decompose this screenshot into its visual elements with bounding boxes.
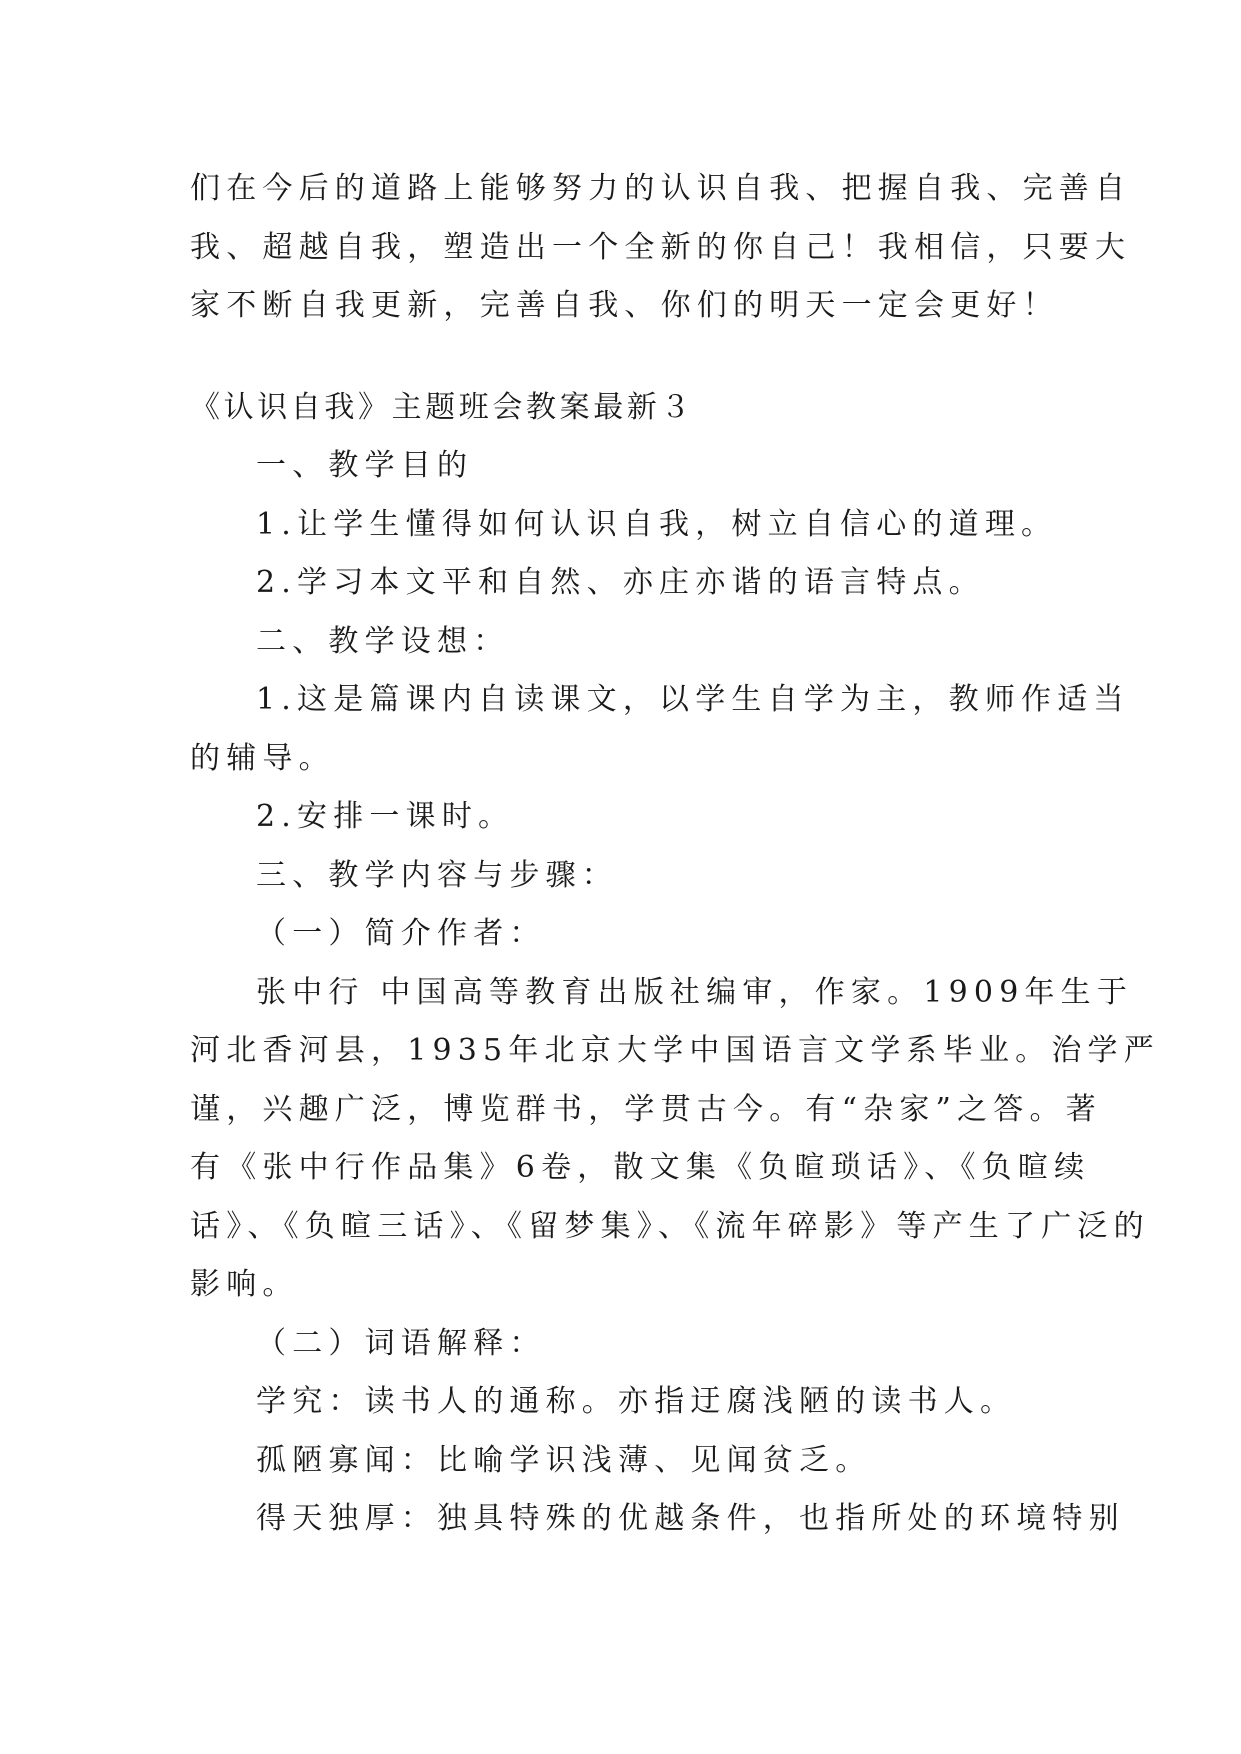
author-line-6: 影响。	[190, 1267, 299, 1302]
heading-teaching-goals: 一、教学目的	[256, 448, 474, 483]
goal-item-2: 2.学习本文平和自然、亦庄亦谐的语言特点。	[256, 565, 985, 600]
author-line-2: 河北香河县，1935年北京大学中国语言文学系毕业。治学严	[190, 1033, 1160, 1068]
plan-item-1-line-2: 的辅导。	[190, 740, 335, 776]
vocab-item-2: 孤陋寡闻：比喻学识浅薄、见闻贫乏。	[256, 1442, 872, 1478]
goal-item-1: 1.让学生懂得如何认识自我，树立自信心的道理。	[256, 506, 1058, 542]
heading-teaching-plan: 二、教学设想：	[256, 623, 510, 659]
plan-item-1-line-1: 1.这是篇课内自读课文，以学生自学为主，教师作适当	[256, 682, 1130, 717]
author-line-1: 张中行 中国高等教育出版社编审，作家。1909年生于	[256, 974, 1134, 1010]
author-line-4: 有《张中行作品集》6卷，散文集《负暄琐话》、《负暄续	[190, 1150, 1091, 1185]
intro-line-2: 我、超越自我，塑造出一个全新的你自己！我相信，只要大	[190, 229, 1132, 265]
intro-line-1: 们在今后的道路上能够努力的认识自我、把握自我、完善自	[190, 171, 1132, 206]
intro-line-3: 家不断自我更新，完善自我、你们的明天一定会更好！	[190, 288, 1059, 323]
document-page	[190, 160, 1160, 1549]
plan-item-2: 2.安排一课时。	[256, 799, 515, 834]
heading-content-steps: 三、教学内容与步骤：	[256, 857, 618, 893]
subheading-author: （一）简介作者：	[256, 916, 546, 951]
subheading-vocabulary: （二）词语解释：	[256, 1325, 546, 1361]
section-title: 《认识自我》主题班会教案最新３	[190, 389, 694, 425]
vocab-item-1: 学究：读书人的通称。亦指迂腐浅陋的读书人。	[256, 1384, 1017, 1419]
author-line-3: 谨，兴趣广泛，博览群书，学贯古今。有“杂家”之答。著	[190, 1091, 1102, 1127]
author-line-5: 话》、《负暄三话》、《留梦集》、《流年碎影》等产生了广泛的	[190, 1208, 1150, 1244]
vocab-item-3: 得天独厚：独具特殊的优越条件，也指所处的环境特别	[256, 1501, 1125, 1536]
paragraph-gap	[190, 336, 1052, 379]
